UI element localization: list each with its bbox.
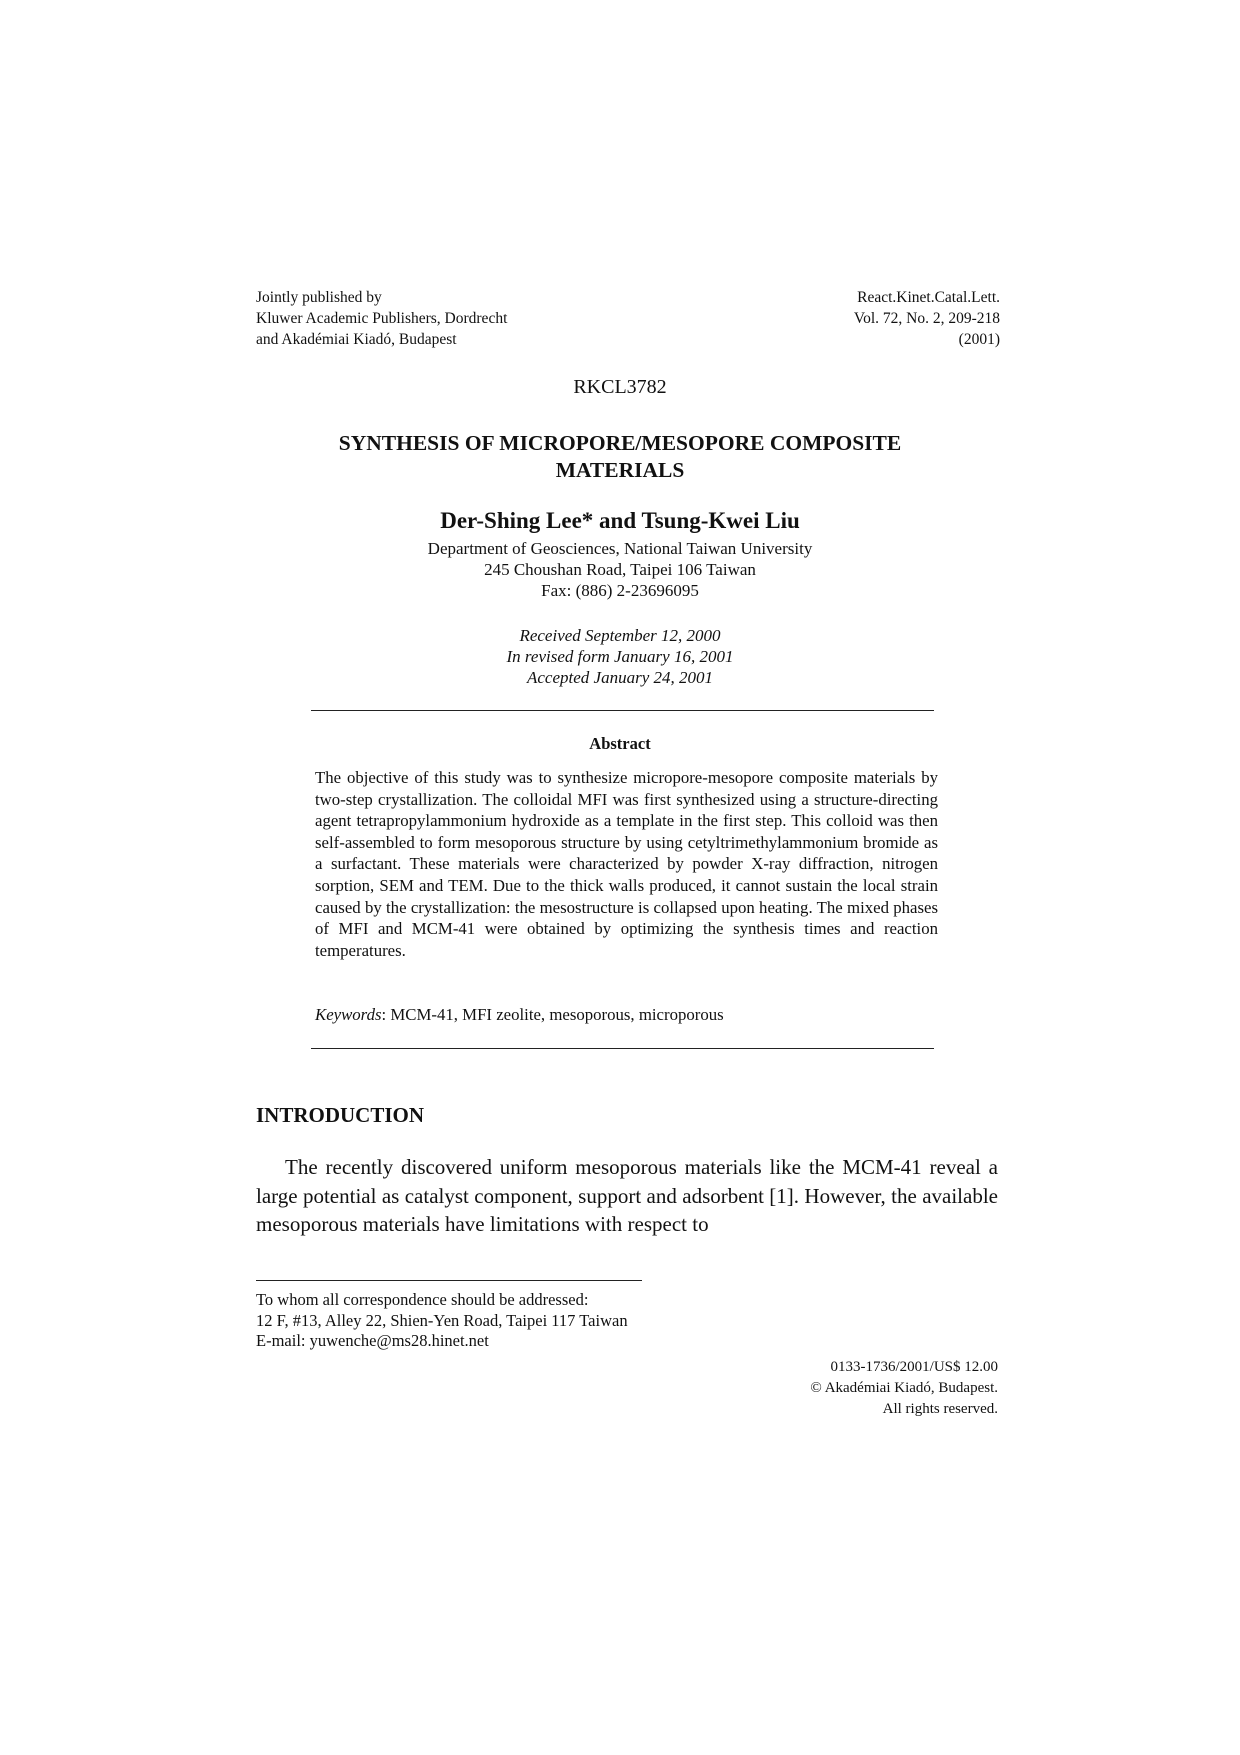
copyright-line: All rights reserved. bbox=[882, 1401, 998, 1417]
affiliation-line: Fax: (886) 2-23696095 bbox=[541, 581, 699, 600]
date-received: Received September 12, 2000 bbox=[519, 626, 721, 645]
title-line: SYNTHESIS OF MICROPORE/MESOPORE COMPOSITE bbox=[338, 431, 902, 455]
abstract-heading: Abstract bbox=[589, 734, 651, 753]
affiliation-line: 245 Choushan Road, Taipei 106 Taiwan bbox=[484, 560, 756, 579]
keywords-list: : MCM-41, MFI zeolite, mesoporous, microporous bbox=[381, 1005, 724, 1024]
footnote-line: 12 F, #13, Alley 22, Shien-Yen Road, Taipei 117 Taiwan bbox=[256, 1310, 628, 1330]
publisher-info bbox=[256, 287, 507, 350]
date-accepted: Accepted January 24, 2001 bbox=[527, 668, 713, 687]
authors: Der-Shing Lee* and Tsung-Kwei Liu bbox=[440, 508, 800, 533]
submission-dates bbox=[0, 625, 1240, 688]
publisher-line: and Akadémiai Kiadó, Budapest bbox=[256, 331, 457, 348]
footnote-rule bbox=[256, 1280, 642, 1281]
footnote-email: E-mail: yuwenche@ms28.hinet.net bbox=[256, 1331, 489, 1350]
footnote bbox=[256, 1290, 628, 1352]
introduction-text: The recently discovered uniform mesoporous materials like the MCM-41 reveal a large potential as catalyst component, support and adsorbent [1]. However, the available mesoporous materials have limitations with respect to bbox=[256, 1155, 998, 1236]
journal-line: (2001) bbox=[958, 331, 1000, 348]
copyright-line: © Akadémiai Kiadó, Budapest. bbox=[810, 1380, 998, 1396]
copyright-line: 0133-1736/2001/US$ 12.00 bbox=[830, 1359, 998, 1375]
abstract-text: The objective of this study was to synthesize micropore-mesopore composite materials by two-step crystallization. The colloidal MFI was first synthesized using a structure-directing agent tetrapropylammonium hydroxide as a template in the first step. This colloid was then self-assembled to form mesoporous structure by using cetyltrimethylammonium bromide as a surfactant. These materials were characterized by powder X-ray diffraction, nitrogen sorption, SEM and TEM. Due to the thick walls produced, it cannot sustain the local strain caused by the crystallization: the mesostructure is collapsed upon heating. The mixed phases of MFI and MCM-41 were obtained by optimizing the synthesis times and reaction temperatures. bbox=[315, 768, 938, 960]
paper-title bbox=[0, 430, 1240, 484]
date-revised: In revised form January 16, 2001 bbox=[506, 647, 734, 666]
abstract-top-rule bbox=[311, 710, 934, 711]
affiliation bbox=[0, 538, 1240, 601]
affiliation-line: Department of Geosciences, National Taiwan University bbox=[427, 539, 813, 558]
journal-citation bbox=[800, 287, 1000, 350]
copyright-notice bbox=[700, 1357, 998, 1420]
journal-line: React.Kinet.Catal.Lett. bbox=[857, 289, 1000, 306]
introduction-heading: INTRODUCTION bbox=[256, 1103, 425, 1127]
keywords-label: Keywords bbox=[315, 1005, 382, 1024]
journal-line: Vol. 72, No. 2, 209-218 bbox=[853, 310, 1000, 327]
keywords bbox=[315, 1005, 724, 1025]
paper-code: RKCL3782 bbox=[573, 376, 667, 398]
footnote-line: To whom all correspondence should be addressed: bbox=[256, 1290, 589, 1309]
publisher-line: Kluwer Academic Publishers, Dordrecht bbox=[256, 310, 508, 327]
abstract-bottom-rule bbox=[311, 1048, 934, 1049]
title-line: MATERIALS bbox=[555, 458, 685, 482]
publisher-line: Jointly published by bbox=[256, 289, 382, 306]
